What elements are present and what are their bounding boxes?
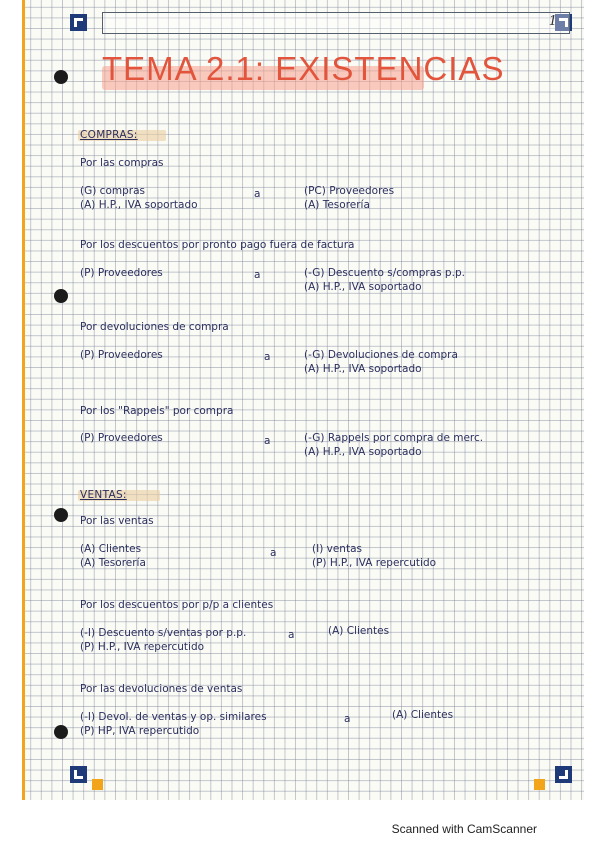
- entry-description: Por devoluciones de compra: [80, 321, 229, 333]
- connector-a: a: [270, 547, 277, 559]
- page-title: TEMA 2.1: EXISTENCIAS: [102, 50, 505, 87]
- credit-line: (PC) Proveedores: [304, 185, 395, 197]
- entry-description: Por los descuentos por p/p a clientes: [80, 599, 274, 611]
- debit-line: (A) Clientes: [80, 543, 142, 555]
- debit-line: (P) Proveedores: [80, 349, 163, 361]
- credit-line: (A) Clientes: [328, 625, 390, 637]
- credit-line: (A) H.P., IVA soportado: [304, 446, 422, 458]
- entry-description: Por los descuentos por pronto pago fuera de factura: [80, 239, 355, 251]
- binder-hole-icon: [54, 70, 68, 84]
- credit-line: (A) H.P., IVA soportado: [304, 363, 422, 375]
- debit-line: (A) H.P., IVA soportado: [80, 199, 198, 211]
- connector-a: a: [254, 188, 261, 200]
- credit-line: (P) H.P., IVA repercutido: [312, 557, 437, 569]
- debit-line: (-I) Devol. de ventas y op. similares: [80, 711, 267, 723]
- connector-a: a: [254, 269, 261, 281]
- header-box: [102, 12, 570, 34]
- debit-line: (P) H.P., IVA repercutido: [80, 641, 205, 653]
- entry-description: Por las compras: [80, 157, 164, 169]
- debit-line: (A) Tesorería: [80, 557, 146, 569]
- credit-line: (-G) Rappels por compra de merc.: [304, 432, 484, 444]
- orange-square-icon: [534, 779, 545, 790]
- entry-description: Por las devoluciones de ventas: [80, 683, 243, 695]
- binder-hole-icon: [54, 725, 68, 739]
- binder-hole-icon: [54, 289, 68, 303]
- credit-line: (I) ventas: [312, 543, 362, 555]
- corner-marker-icon: [70, 766, 87, 783]
- connector-a: a: [264, 351, 271, 363]
- debit-line: (G) compras: [80, 185, 145, 197]
- scanner-watermark: Scanned with CamScanner: [391, 822, 537, 836]
- notebook-page: [22, 0, 584, 800]
- connector-a: a: [288, 629, 295, 641]
- page-number: 1: [548, 14, 557, 29]
- credit-line: (-G) Devoluciones de compra: [304, 349, 458, 361]
- credit-line: (A) Clientes: [392, 709, 454, 721]
- debit-line: (P) Proveedores: [80, 432, 163, 444]
- orange-page-edge: [22, 0, 25, 800]
- debit-line: (-I) Descuento s/ventas por p.p.: [80, 627, 247, 639]
- binder-hole-icon: [54, 508, 68, 522]
- section-heading-ventas: VENTAS:: [80, 489, 127, 501]
- debit-line: (P) Proveedores: [80, 267, 163, 279]
- entry-description: Por las ventas: [80, 515, 154, 527]
- credit-line: (A) H.P., IVA soportado: [304, 281, 422, 293]
- credit-line: (A) Tesorería: [304, 199, 370, 211]
- debit-line: (P) HP, IVA repercutido: [80, 725, 200, 737]
- entry-description: Por los "Rappels" por compra: [80, 405, 234, 417]
- orange-square-icon: [92, 779, 103, 790]
- corner-marker-icon: [70, 14, 87, 31]
- connector-a: a: [264, 435, 271, 447]
- credit-line: (-G) Descuento s/compras p.p.: [304, 267, 465, 279]
- corner-marker-icon: [555, 766, 572, 783]
- connector-a: a: [344, 713, 351, 725]
- section-heading-compras: COMPRAS:: [80, 129, 138, 141]
